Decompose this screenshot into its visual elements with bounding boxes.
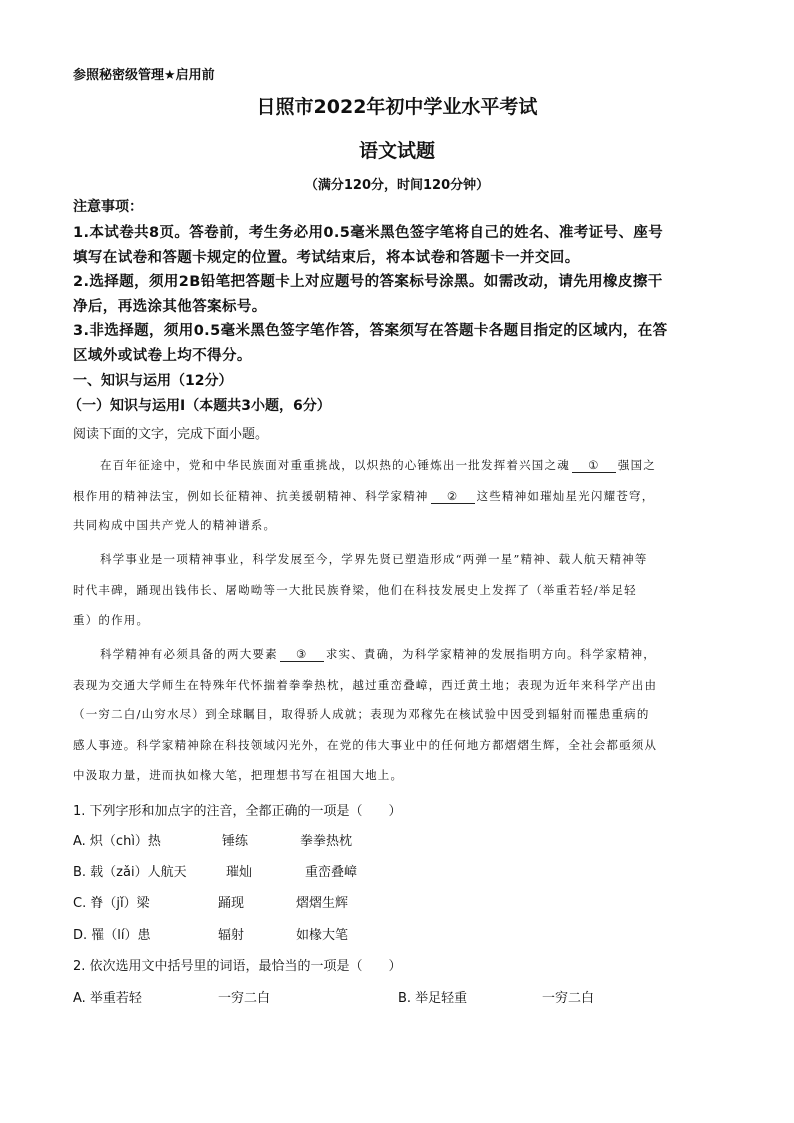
blank-1: ① — [572, 458, 616, 473]
q2-option-a[interactable]: A. 举重若轻 — [73, 991, 142, 1006]
blank-2: ② — [431, 489, 475, 504]
notice-line: 净后，再选涂其他答案标号。 — [73, 299, 267, 315]
subject-title: 语文试题 — [358, 140, 435, 162]
q1-option-c-word3: 熠熠生辉 — [296, 896, 349, 911]
exam-title: 日照市2022年初中学业水平考试 — [256, 96, 538, 118]
notice-line: 1.本试卷共8页。答卷前，考生务必用0.5毫米黑色签字笔将自己的姓名、准考证号、座号 — [73, 225, 664, 241]
sub-section-title: （一）知识与运用Ⅰ（本题共3小题，6分） — [68, 398, 331, 414]
q2-option-b-word2: 一穷二白 — [542, 991, 595, 1006]
q1-option-a-word3: 拳拳热枕 — [300, 834, 353, 849]
passage-line: 科学精神有必须具备的两大要素 ③ 求实、責确，为科学家精神的发展指明方向。科学家精神， — [100, 647, 657, 661]
q1-option-a-word2: 锤练 — [222, 834, 249, 849]
part-title: 一、知识与运用（12分） — [73, 373, 233, 389]
q2-option-a-word2: 一穷二白 — [218, 991, 271, 1006]
passage-line: 科学事业是一项精神事业，科学发展至今，学界先贤已塑造形成“两弹一星”精神、载人航天精神等 — [100, 552, 648, 566]
notice-line: 3.非选择题，须用0.5毫米黑色签字笔作答，答案须写在答题卡各题目指定的区域内，在答 — [73, 323, 668, 339]
notice-heading: 注意事项： — [73, 199, 143, 215]
exam-info: （满分120分，时间120分钟） — [304, 178, 490, 193]
notice-line: 区域外或试卷上均不得分。 — [73, 348, 252, 364]
q1-option-c-word2: 踊现 — [218, 896, 245, 911]
q1-option-b-word2: 璀灿 — [226, 865, 253, 880]
question-1: 1. 下列字形和加点字的注音，全都正确的一项是（ ） — [73, 804, 402, 819]
q1-option-d-word3: 如椽大笔 — [296, 928, 349, 943]
passage-line: （一穷二白/山穷水尽）到全球瞩目，取得骄人成就；表现为邓稼先在核试验中因受到辐射而罹患重病的 — [73, 707, 650, 721]
q1-option-d-word2: 辐射 — [218, 928, 245, 943]
q1-option-d[interactable]: D. 罹（lí）患 — [73, 928, 151, 943]
passage-line: 重）的作用。 — [73, 613, 150, 627]
reading-instruction: 阅读下面的文字，完成下面小题。 — [73, 427, 269, 442]
passage-line: 时代丰碑，踊现出钱伟长、屠呦呦等一大批民族脊梁，他们在科技发展史上发挥了（举重若轻/举足轻 — [73, 583, 637, 597]
q1-option-b-word3: 重峦叠嶂 — [305, 865, 358, 880]
notice-line: 填写在试卷和答题卡规定的位置。考试结束后，将本试卷和答题卡一并交回。 — [73, 250, 580, 266]
passage-line: 感人事迹。科学家精神除在科技领域闪光外，在党的伟大事业中的任何地方都熠熠生辉，全社会都亟须从 — [73, 738, 658, 752]
passage-line: 中汲取力量，进而执如椽大笔，把理想书写在祖国大地上。 — [73, 768, 404, 782]
question-2: 2. 依次选用文中括号里的词语，最恰当的一项是（ ） — [73, 959, 402, 974]
blank-3: ③ — [280, 647, 324, 662]
q2-option-b[interactable]: B. 举足轻重 — [398, 991, 468, 1006]
passage-line: 根作用的精神法宝，例如长征精神、抗美援朝精神、科学家精神 ② 这些精神如璀灿星光闪耀苍穹， — [73, 489, 655, 503]
passage-line: 共同构成中国共产党人的精神谱系。 — [73, 518, 277, 532]
q1-option-c[interactable]: C. 脊（jǐ）梁 — [73, 896, 150, 911]
q1-option-a[interactable]: A. 炽（chì）热 — [73, 834, 161, 849]
notice-line: 2.选择题，须用2B铅笔把答题卡上对应题号的答案标号涂黑。如需改动，请先用橡皮擦干 — [73, 274, 663, 290]
q1-option-b[interactable]: B. 载（zǎi）人航天 — [73, 865, 187, 880]
passage-line: 在百年征途中，党和中华民族面对重重挑战，以炽热的心锤炼出一批发挥着兴国之魂 ① 强国之 — [100, 458, 657, 472]
passage-line: 表现为交通大学师生在特殊年代怀揣着拳拳热枕，越过重峦叠嶂，西迁黄土地；表现为近年来科学产出由 — [73, 678, 658, 692]
secret-label: 参照秘密级管理★启用前 — [73, 68, 215, 83]
